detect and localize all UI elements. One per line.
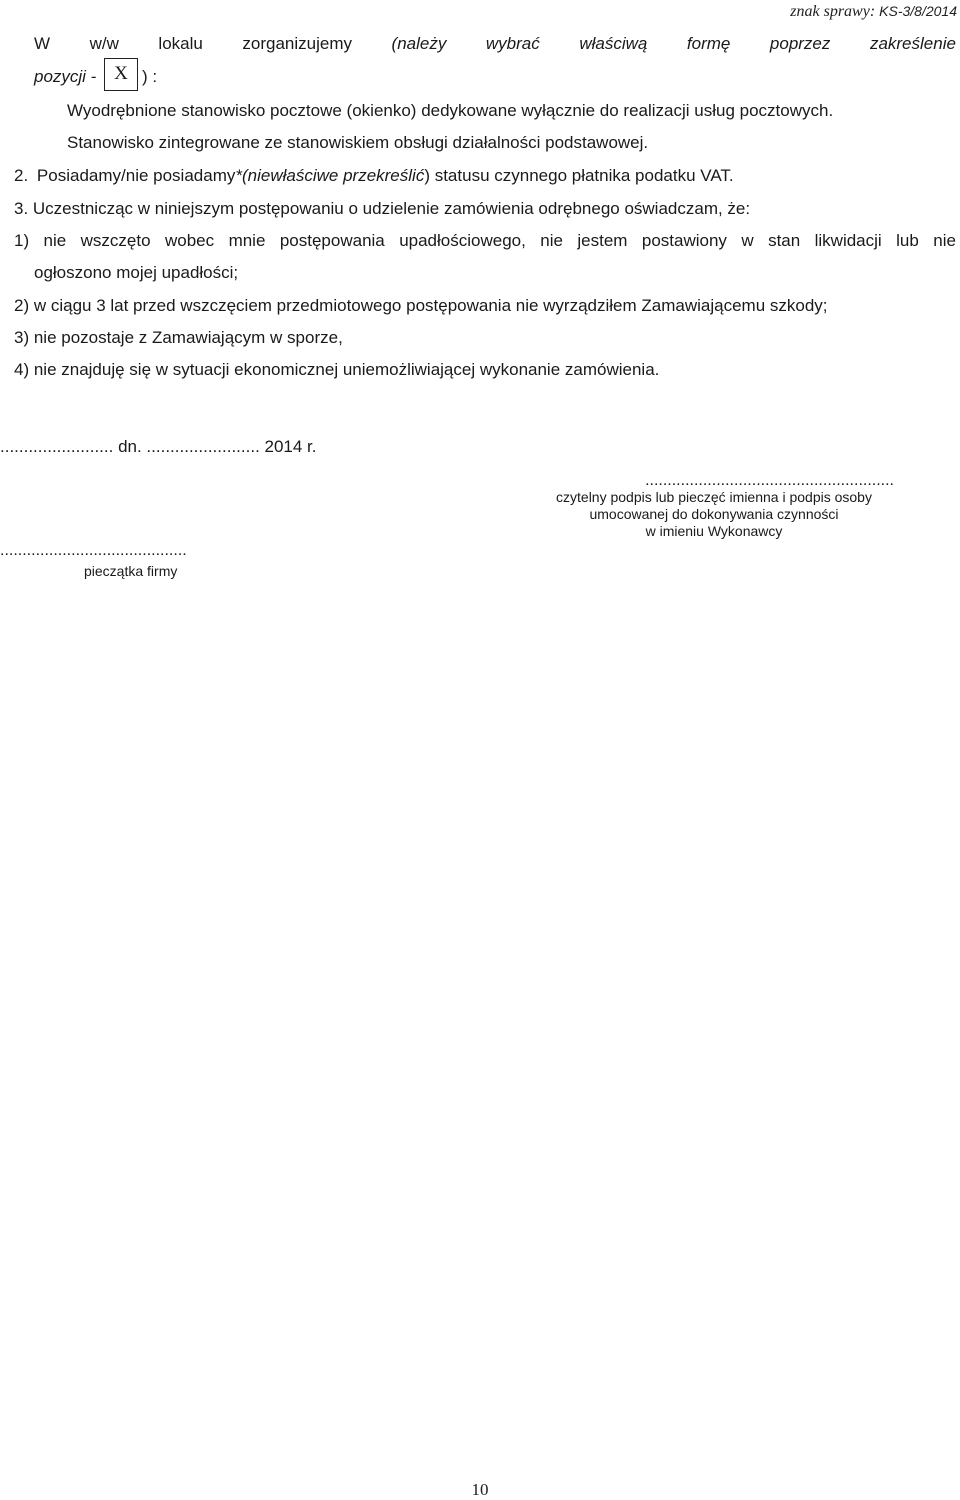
item-2-vat-status [14, 166, 734, 186]
item-2-instruction: *(niewłaściwe przekreślić [235, 166, 425, 185]
point-1-word: w [741, 231, 754, 250]
option-integrated-post: Stanowisko zintegrowane ze stanowiskiem obsługi działalności podstawowej. [67, 133, 649, 152]
point-1-word: postępowania [279, 231, 385, 250]
item-2-text: Posiadamy/nie posiadamy [36, 166, 236, 185]
signature-caption-line-2: umocowanej do dokonywania czynności [589, 506, 839, 522]
signature-block [530, 472, 898, 540]
intro-word: lokalu [158, 34, 203, 53]
option-dedicated-post: Wyodrębnione stanowisko pocztowe (okienko) dedykowane wyłącznie do realizacji usług pocztowych. [67, 101, 834, 120]
intro-word: W [34, 34, 51, 53]
item-3-lead: 3. Uczestnicząc w niniejszym postępowaniu o udzielenie zamówienia odrębnego oświadczam, że: [14, 199, 751, 218]
case-reference-code: KS-3/8/2014 [879, 3, 957, 19]
page-number: 10 [471, 1480, 489, 1499]
point-1-word: mnie [228, 231, 266, 250]
option-checkbox[interactable] [104, 58, 138, 91]
point-1-word: 1) [14, 231, 30, 250]
intro-word: w/w [89, 34, 119, 53]
stamp-dots: .......................................... [0, 542, 187, 559]
point-1-word: postawiony [641, 231, 727, 250]
intro-instruction-word: formę [686, 34, 731, 53]
intro-instruction-word: wybrać [485, 34, 540, 53]
checkbox-mark: X [114, 63, 128, 84]
intro-line [34, 34, 956, 54]
point-1-word: jestem [577, 231, 628, 250]
item-3-point-4: 4) nie znajduję się w sytuacji ekonomicznej uniemożliwiającej wykonanie zamówienia. [14, 360, 660, 379]
intro-instruction-word: zakreślenie [869, 34, 956, 53]
intro-instruction-word: poprzez [769, 34, 831, 53]
item-2-text-tail: ) statusu czynnego płatnika podatku VAT. [424, 166, 734, 185]
item-3-point-1-continued: ogłoszono mojej upadłości; [34, 263, 239, 282]
point-1-word: upadłościowego, [399, 231, 526, 250]
signature-dots: ........................................................ [645, 472, 894, 489]
intro-instruction-word: (należy [391, 34, 447, 53]
point-1-word: stan [768, 231, 801, 250]
point-1-word: wszczęto [80, 231, 151, 250]
point-1-word: nie [43, 231, 67, 250]
item-3-point-3: 3) nie pozostaje z Zamawiającym w sporze, [14, 328, 343, 347]
point-1-word: nie [933, 231, 956, 250]
point-1-word: likwidacji [814, 231, 882, 250]
point-1-word: lub [896, 231, 919, 250]
item-3-point-2: 2) w ciągu 3 lat przed wszczęciem przedmiotowego postępowania nie wyrządziłem Zamawiającemu szkody; [14, 296, 828, 315]
date-line: ........................ dn. ........................ 2014 r. [0, 437, 317, 456]
item-2-number: 2. [14, 166, 29, 185]
case-reference [790, 3, 957, 21]
signature-caption-line-1: czytelny podpis lub pieczęć imienna i podpis osoby [556, 489, 872, 505]
case-reference-label: znak sprawy: [790, 3, 876, 20]
intro-position-label: pozycji - [34, 67, 97, 86]
intro-instruction-word: właściwą [579, 34, 648, 53]
stamp-label: pieczątka firmy [84, 563, 178, 579]
intro-word: zorganizujemy [242, 34, 352, 53]
point-1-word: nie [540, 231, 563, 250]
point-1-word: wobec [165, 231, 215, 250]
signature-caption-line-3: w imieniu Wykonawcy [645, 523, 783, 539]
intro-line2-tail: ) : [142, 67, 158, 86]
item-3-point-1 [14, 231, 956, 251]
